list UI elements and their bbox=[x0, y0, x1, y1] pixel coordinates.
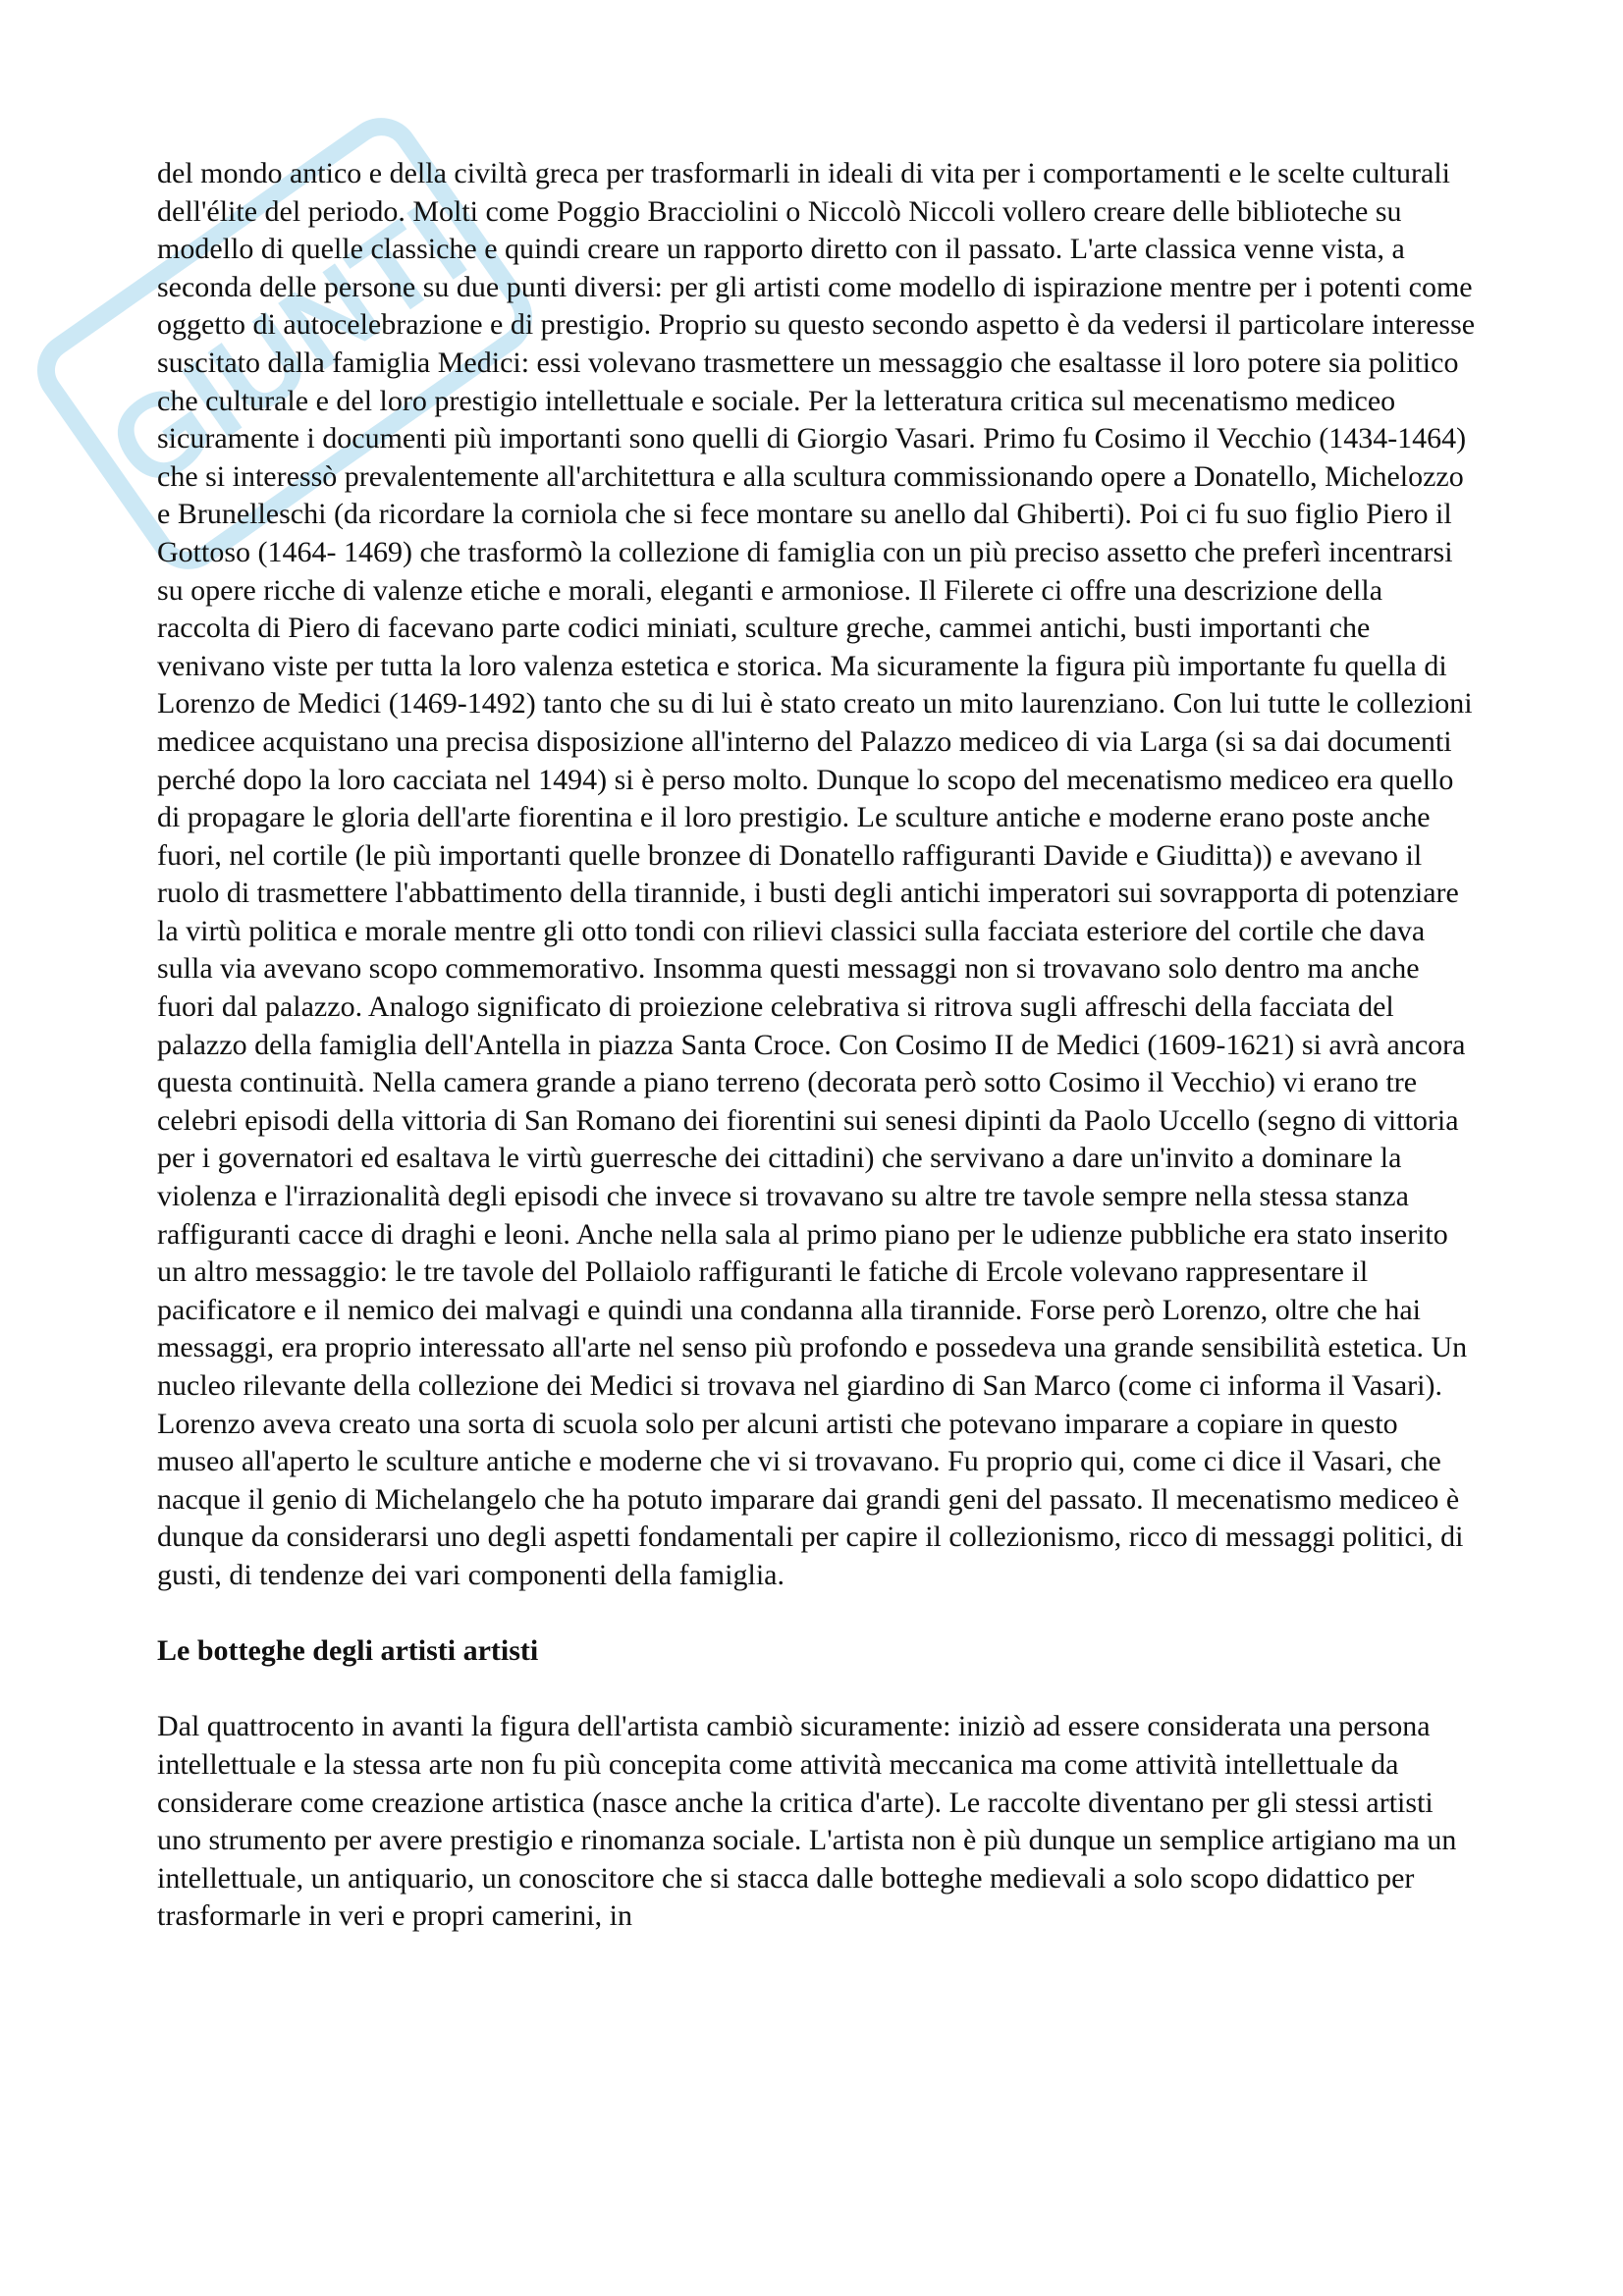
paragraph-artist-workshops: Dal quattrocento in avanti la figura dell'artista cambiò sicuramente: iniziò ad essere considerata una persona intellettuale e la stessa arte non fu più concepita come attività meccanica ma come attività intellettuale da considerare come creazione artistica (nasce anche la critica d'arte). Le raccolte diventano per gli stessi artisti uno strumento per avere prestigio e rinomanza sociale. L'artista non è più dunque un semplice artigiano ma un intellettuale, un antiquario, un conoscitore che si stacca dalle botteghe medievali a solo scopo didattico per trasformarle in veri e propri camerini, in bbox=[157, 1710, 1457, 1933]
document-page bbox=[157, 155, 1478, 1936]
watermark-text: GIUNTI bbox=[85, 178, 489, 515]
paragraph-medici-patronage: del mondo antico e della civiltà greca per trasformarli in ideali di vita per i comportamenti e le scelte culturali dell'élite del periodo. Molti come Poggio Bracciolini o Niccolò Niccoli vollero creare delle biblioteche su modello di quelle classiche e quindi creare un rapporto diretto con il passato. L'arte classica venne vista, a seconda delle persone su due punti diversi: per gli artisti come modello di ispirazione mentre per i potenti come oggetto di autocelebrazione e di prestigio. Proprio su questo secondo aspetto è da vedersi il particolare interesse suscitato dalla famiglia Medici: essi volevano trasmettere un messaggio che esaltasse il loro potere sia politico che culturale e del loro prestigio intellettuale e sociale. Per la letteratura critica sul mecenatismo mediceo sicuramente i documenti più importanti sono quelli di Giorgio Vasari. Primo fu Cosimo il Vecchio (1434-1464) che si interessò prevalentemente all'architettura e alla scultura commissionando opere a Donatello, Michelozzo e Brunelleschi (da ricordare la corniola che si fece montare su anello dal Ghiberti). Poi ci fu suo figlio Piero il Gottoso (1464- 1469) che trasformò la collezione di famiglia con un più preciso assetto che preferì incentrarsi su opere ricche di valenze etiche e morali, eleganti e armoniose. Il Filerete ci offre una descrizione della raccolta di Piero di facevano parte codici miniati, sculture greche, cammei antichi, busti importanti che venivano viste per tutta la loro valenza estetica e storica. Ma sicuramente la figura più importante fu quella di Lorenzo de Medici (1469-1492) tanto che su di lui è stato creato un mito laurenziano. Con lui tutte le collezioni medicee acquistano una precisa disposizione all'interno del Palazzo mediceo di via Larga (si sa dai documenti perché dopo la loro cacciata nel 1494) si è perso molto. Dunque lo scopo del mecenatismo mediceo era quello di propagare le gloria dell'arte fiorentina e il loro prestigio. Le sculture antiche e moderne erano poste anche fuori, nel cortile (le più importanti quelle bronzee di Donatello raffiguranti Davide e Giuditta)) e avevano il ruolo di trasmettere l'abbattimento della tirannide, i busti degli antichi imperatori sui sovrapporta di potenziare la virtù politica e morale mentre gli otto tondi con rilievi classici sulla facciata esteriore del cortile che dava sulla via avevano scopo commemorativo. Insomma questi messaggi non si trovavano solo dentro ma anche fuori dal palazzo. Analogo significato di proiezione celebrativa si ritrova sugli affreschi della facciata del palazzo della famiglia dell'Antella in piazza Santa Croce. Con Cosimo II de Medici (1609-1621) si avrà ancora questa continuità. Nella camera grande a piano terreno (decorata però sotto Cosimo il Vecchio) vi erano tre celebri episodi della vittoria di San Romano dei fiorentini sui senesi dipinti da Paolo Uccello (segno di vittoria per i governatori ed esaltava le virtù guerresche dei cittadini) che servivano a dare un'invito a dominare la violenza e l'irrazionalità degli episodi che invece si trovavano su altre tre tavole sempre nella stessa stanza raffiguranti cacce di draghi e leoni. Anche nella sala al primo piano per le udienze pubbliche era stato inserito un altro messaggio: le tre tavole del Pollaiolo raffiguranti le fatiche di Ercole volevano rappresentare il pacificatore e il nemico dei malvagi e quindi una condanna alla tirannide. Forse però Lorenzo, oltre che hai messaggi, era proprio interessato all'arte nel senso più profondo e possedeva una grande sensibilità estetica. Un nucleo rilevante della collezione dei Medici si trovava nel giardino di San Marco (come ci informa il Vasari). Lorenzo aveva creato una sorta di scuola solo per alcuni artisti che potevano imparare a copiare in questo museo all'aperto le sculture antiche e moderne che vi si trovavano. Fu proprio qui, come ci dice il Vasari, che nacque il genio di Michelangelo che ha potuto imparare dai grandi geni del passato. Il mecenatismo mediceo è dunque da considerarsi uno degli aspetti fondamentali per capire il collezionismo, ricco di messaggi politici, di gusti, di tendenze dei vari componenti della famiglia. bbox=[157, 157, 1476, 1591]
section-heading: Le botteghe degli artisti artisti bbox=[157, 1634, 539, 1668]
